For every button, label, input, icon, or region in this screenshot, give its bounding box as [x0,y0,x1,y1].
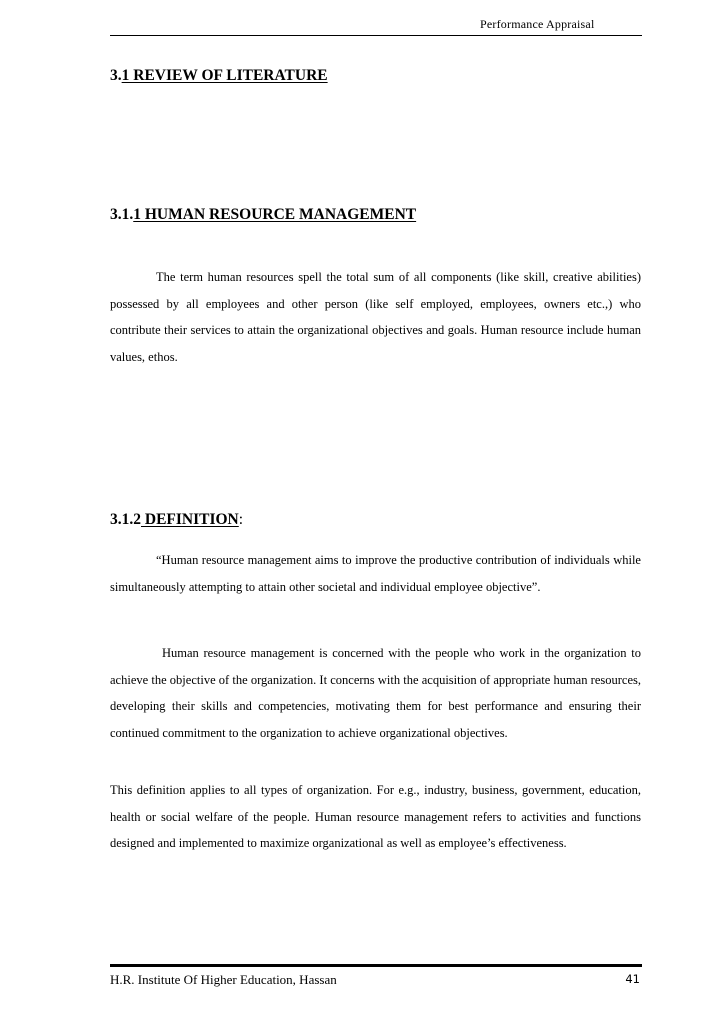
page-number: 41 [625,972,640,986]
footer-institution: H.R. Institute Of Higher Education, Hassan [110,972,337,987]
section-number: 3.1. [110,206,134,223]
section-title: 1 HUMAN RESOURCE MANAGEMENT [133,206,417,223]
footer-rule [110,964,642,967]
paragraph-hrm: The term human resources spell the total sum of all components (like skill, creative abilities) possessed by all employees and other person (like self employed, employees, owners etc.,) who contribute their services to attain the organizational objectives and goals. Human resource include human values, ethos. [110,270,641,364]
section-number: 3. [110,67,122,84]
section-title: DEFINITION [141,511,239,528]
section-number: 3.1.2 [110,511,141,528]
section-heading-review [110,67,328,85]
paragraph-definition-scope: This definition applies to all types of organization. For e.g., industry, business, government, education, health or social welfare of the people. Human resource management refers to activities and functions designed and implemented to maximize organizational as well as employee’s effectiveness. [110,783,641,850]
section-title: 1 REVIEW OF LITERATURE [121,67,328,84]
running-header: Performance Appraisal [480,17,595,31]
section-heading-definition [110,511,243,529]
paragraph-hrm-concern: Human resource management is concerned with the people who work in the organization to achieve the objective of the organization. It concerns with the acquisition of appropriate human resources, developing their skills and competencies, motivating them for best performance and ensuring their continued commitment to the organization to achieve organizational objectives. [110,646,641,740]
paragraph-quote: “Human resource management aims to improve the productive contribution of individuals while simultaneously attempting to attain other societal and individual employee objective”. [110,553,641,594]
section-heading-hrm [110,206,416,224]
heading-colon: : [238,511,244,528]
header-rule [110,35,642,36]
